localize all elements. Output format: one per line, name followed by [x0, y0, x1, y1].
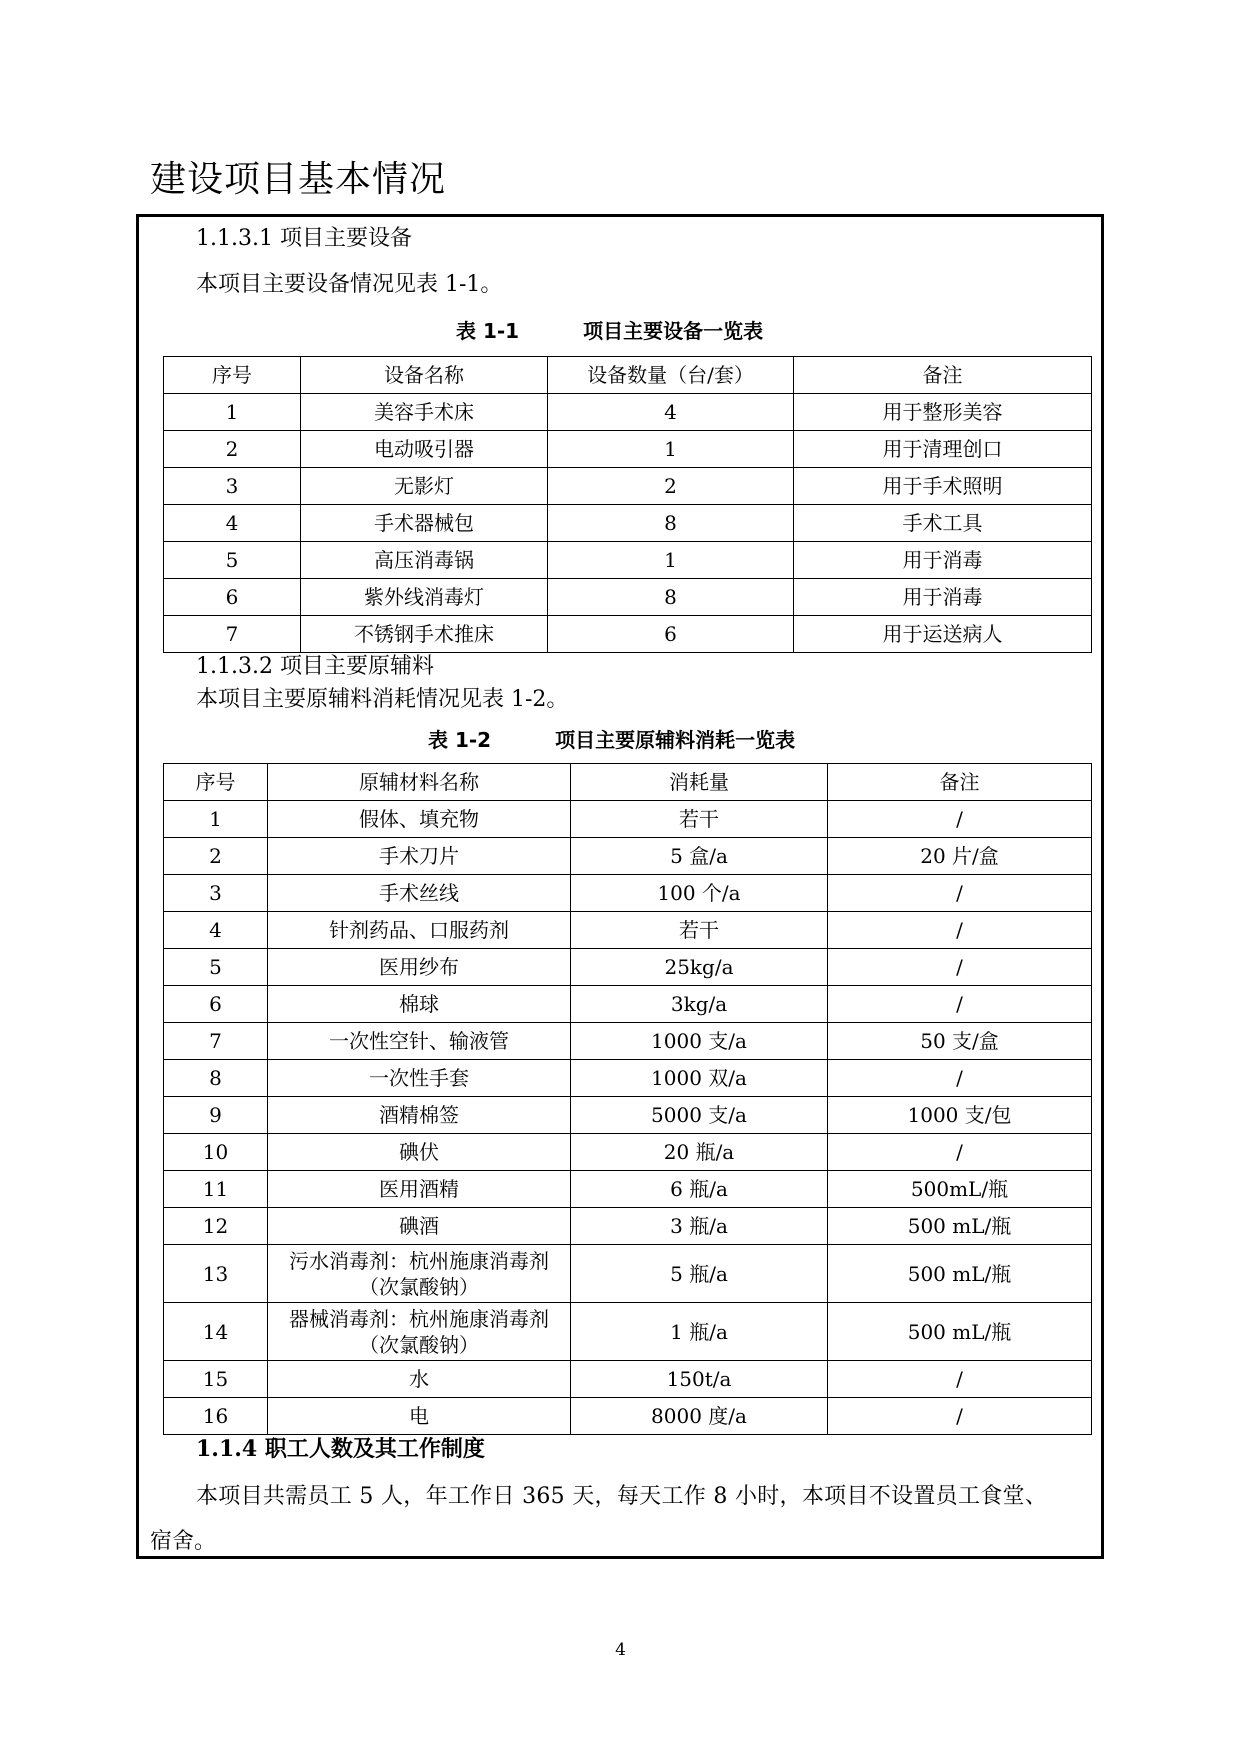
col-header-material-name: 原辅材料名称: [268, 764, 571, 801]
col-header-equipment-name: 设备名称: [301, 357, 548, 394]
col-header-quantity: 设备数量（台/套）: [548, 357, 794, 394]
cell-index: 1: [164, 801, 268, 838]
cell-remark: 1000 支/包: [828, 1097, 1092, 1134]
table-row: [164, 1303, 1092, 1361]
table2-caption: [428, 725, 795, 755]
table2-caption-title: 项目主要原辅料消耗一览表: [555, 728, 796, 752]
table-row: [164, 912, 1092, 949]
materials-table: [163, 763, 1092, 1435]
cell-equipment-name: 电动吸引器: [301, 431, 548, 468]
cell-remark: 500 mL/瓶: [828, 1208, 1092, 1245]
cell-consumption: 1 瓶/a: [571, 1303, 828, 1361]
cell-consumption: 25kg/a: [571, 949, 828, 986]
cell-material-name: 器械消毒剂：杭州施康消毒剂（次氯酸钠）: [268, 1303, 571, 1361]
cell-consumption: 150t/a: [571, 1361, 828, 1398]
cell-material-name: 污水消毒剂：杭州施康消毒剂（次氯酸钠）: [268, 1245, 571, 1303]
cell-remark: /: [828, 1060, 1092, 1097]
col-header-remark: 备注: [794, 357, 1092, 394]
cell-index: 15: [164, 1361, 268, 1398]
table-row: [164, 1134, 1092, 1171]
cell-material-name: 碘伏: [268, 1134, 571, 1171]
cell-remark: 用于消毒: [794, 579, 1092, 616]
cell-material-name: 手术刀片: [268, 838, 571, 875]
table1-caption-title: 项目主要设备一览表: [583, 319, 764, 343]
cell-quantity: 4: [548, 394, 794, 431]
cell-consumption: 20 瓶/a: [571, 1134, 828, 1171]
table2-caption-number: 表 1-2: [428, 728, 492, 752]
cell-index: 9: [164, 1097, 268, 1134]
cell-equipment-name: 手术器械包: [301, 505, 548, 542]
cell-index: 3: [164, 468, 301, 505]
table-header-row: [164, 357, 1092, 394]
section-intro-equipment: 本项目主要设备情况见表 1-1。: [196, 272, 503, 297]
cell-remark: /: [828, 986, 1092, 1023]
table-row: [164, 505, 1092, 542]
cell-remark: 500 mL/瓶: [828, 1245, 1092, 1303]
table-row: [164, 542, 1092, 579]
cell-equipment-name: 无影灯: [301, 468, 548, 505]
table-row: [164, 431, 1092, 468]
table-row: [164, 1208, 1092, 1245]
table-row: [164, 801, 1092, 838]
cell-remark: /: [828, 949, 1092, 986]
table-row: [164, 875, 1092, 912]
cell-equipment-name: 不锈钢手术推床: [301, 616, 548, 653]
cell-index: 3: [164, 875, 268, 912]
cell-remark: 用于运送病人: [794, 616, 1092, 653]
cell-remark: 50 支/盒: [828, 1023, 1092, 1060]
table-row: [164, 1171, 1092, 1208]
staff-paragraph-line1: 本项目共需员工 5 人，年工作日 365 天，每天工作 8 小时，本项目不设置员工食堂、: [196, 1484, 1048, 1509]
cell-index: 8: [164, 1060, 268, 1097]
table-row: [164, 949, 1092, 986]
col-header-consumption: 消耗量: [571, 764, 828, 801]
cell-quantity: 8: [548, 505, 794, 542]
cell-index: 6: [164, 579, 301, 616]
cell-remark: 用于消毒: [794, 542, 1092, 579]
cell-remark: /: [828, 875, 1092, 912]
cell-index: 4: [164, 912, 268, 949]
table-row: [164, 1398, 1092, 1435]
cell-material-name: 电: [268, 1398, 571, 1435]
cell-material-name: 假体、填充物: [268, 801, 571, 838]
section-title-equipment: 1.1.3.1 项目主要设备: [196, 226, 412, 251]
table1-caption-number: 表 1-1: [456, 319, 520, 343]
cell-remark: 500 mL/瓶: [828, 1303, 1092, 1361]
page-heading: 建设项目基本情况: [150, 159, 447, 200]
cell-material-name: 酒精棉签: [268, 1097, 571, 1134]
table-header-row: [164, 764, 1092, 801]
cell-consumption: 若干: [571, 801, 828, 838]
cell-index: 2: [164, 838, 268, 875]
staff-paragraph-line2: 宿舍。: [150, 1529, 217, 1554]
cell-consumption: 3 瓶/a: [571, 1208, 828, 1245]
cell-quantity: 8: [548, 579, 794, 616]
cell-material-name: 医用酒精: [268, 1171, 571, 1208]
table-row: [164, 468, 1092, 505]
table-row: [164, 1060, 1092, 1097]
cell-index: 2: [164, 431, 301, 468]
cell-remark: 手术工具: [794, 505, 1092, 542]
cell-index: 13: [164, 1245, 268, 1303]
page-number: 4: [615, 1640, 626, 1660]
cell-index: 12: [164, 1208, 268, 1245]
cell-consumption: 5 瓶/a: [571, 1245, 828, 1303]
col-header-index: 序号: [164, 357, 301, 394]
table-row: [164, 394, 1092, 431]
cell-quantity: 6: [548, 616, 794, 653]
cell-index: 4: [164, 505, 301, 542]
cell-remark: 20 片/盒: [828, 838, 1092, 875]
cell-remark: 500mL/瓶: [828, 1171, 1092, 1208]
cell-material-name: 一次性手套: [268, 1060, 571, 1097]
cell-material-name: 手术丝线: [268, 875, 571, 912]
cell-remark: /: [828, 1134, 1092, 1171]
cell-remark: /: [828, 1361, 1092, 1398]
cell-remark: /: [828, 801, 1092, 838]
cell-index: 11: [164, 1171, 268, 1208]
cell-consumption: 5000 支/a: [571, 1097, 828, 1134]
cell-quantity: 2: [548, 468, 794, 505]
cell-remark: 用于清理创口: [794, 431, 1092, 468]
cell-equipment-name: 美容手术床: [301, 394, 548, 431]
table1-caption: [456, 316, 763, 346]
table-row: [164, 1245, 1092, 1303]
cell-remark: 用于手术照明: [794, 468, 1092, 505]
table-row: [164, 1361, 1092, 1398]
cell-material-name: 碘酒: [268, 1208, 571, 1245]
table-row: [164, 986, 1092, 1023]
cell-consumption: 100 个/a: [571, 875, 828, 912]
cell-consumption: 8000 度/a: [571, 1398, 828, 1435]
cell-consumption: 3kg/a: [571, 986, 828, 1023]
cell-equipment-name: 紫外线消毒灯: [301, 579, 548, 616]
cell-remark: /: [828, 912, 1092, 949]
cell-material-name: 医用纱布: [268, 949, 571, 986]
cell-equipment-name: 高压消毒锅: [301, 542, 548, 579]
cell-consumption: 1000 支/a: [571, 1023, 828, 1060]
table-row: [164, 579, 1092, 616]
cell-material-name: 水: [268, 1361, 571, 1398]
table-row: [164, 1023, 1092, 1060]
table-row: [164, 616, 1092, 653]
cell-consumption: 5 盒/a: [571, 838, 828, 875]
cell-index: 10: [164, 1134, 268, 1171]
cell-index: 7: [164, 616, 301, 653]
cell-material-name: 一次性空针、输液管: [268, 1023, 571, 1060]
section-title-materials: 1.1.3.2 项目主要原辅料: [196, 654, 434, 679]
cell-index: 7: [164, 1023, 268, 1060]
cell-index: 6: [164, 986, 268, 1023]
section-title-staff: 1.1.4 职工人数及其工作制度: [196, 1436, 485, 1462]
cell-remark: /: [828, 1398, 1092, 1435]
cell-material-name: 棉球: [268, 986, 571, 1023]
cell-consumption: 1000 双/a: [571, 1060, 828, 1097]
equipment-table: [163, 356, 1092, 653]
cell-index: 5: [164, 949, 268, 986]
cell-remark: 用于整形美容: [794, 394, 1092, 431]
col-header-remark: 备注: [828, 764, 1092, 801]
cell-index: 1: [164, 394, 301, 431]
cell-quantity: 1: [548, 542, 794, 579]
table-row: [164, 1097, 1092, 1134]
cell-index: 16: [164, 1398, 268, 1435]
cell-index: 14: [164, 1303, 268, 1361]
col-header-index: 序号: [164, 764, 268, 801]
cell-quantity: 1: [548, 431, 794, 468]
cell-index: 5: [164, 542, 301, 579]
cell-consumption: 若干: [571, 912, 828, 949]
section-intro-materials: 本项目主要原辅料消耗情况见表 1-2。: [196, 687, 569, 712]
table-row: [164, 838, 1092, 875]
cell-material-name: 针剂药品、口服药剂: [268, 912, 571, 949]
cell-consumption: 6 瓶/a: [571, 1171, 828, 1208]
